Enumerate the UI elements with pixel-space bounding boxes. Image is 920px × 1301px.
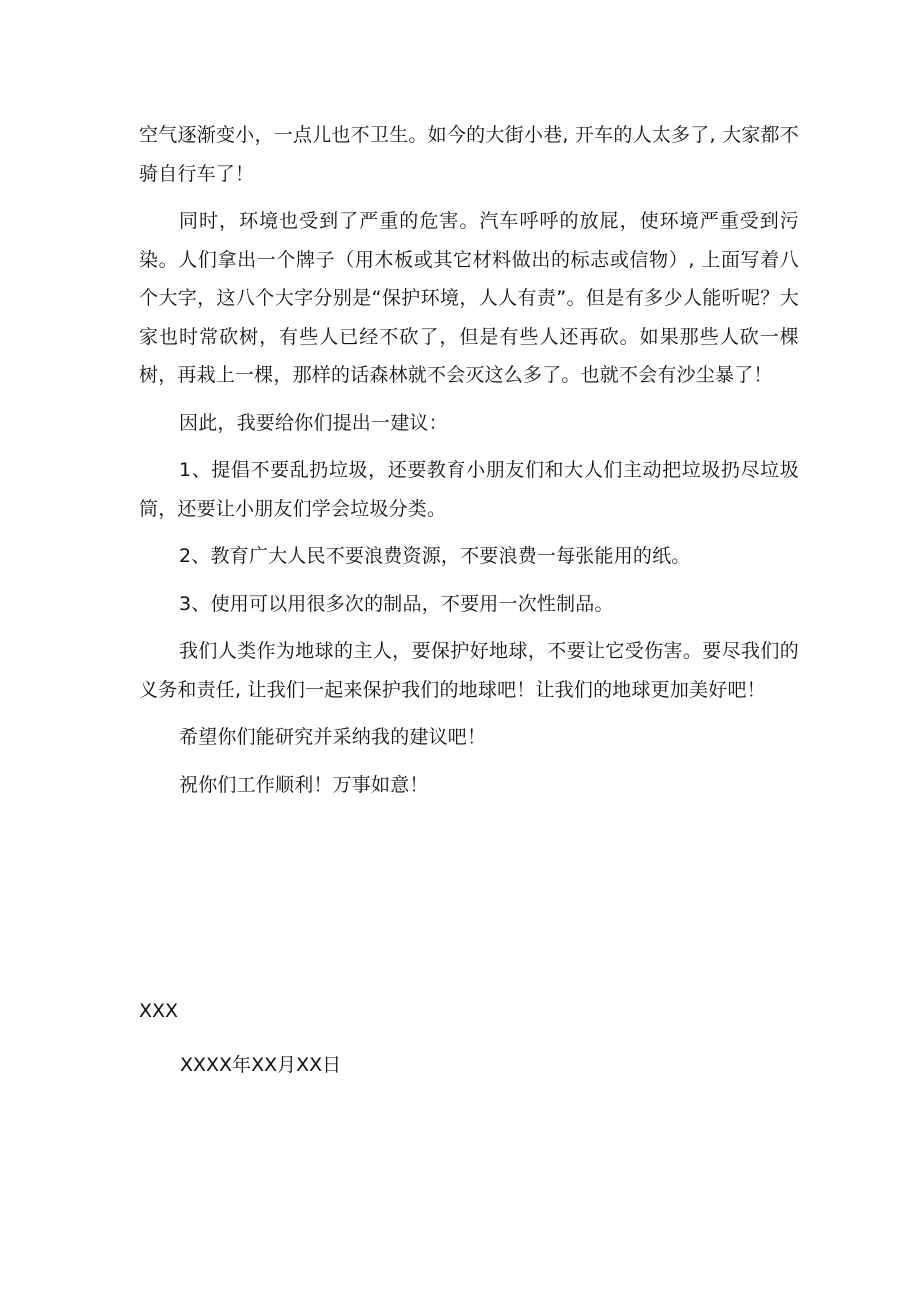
paragraph-2: 同时，环境也受到了严重的危害。汽车呼呼的放屁，使环境严重受到污染。人们拿出一个牌子（用木板或其它材料做出的标志或信物）, 上面写着八个大字，这八个大字分别是“保护环境，人人有责”。但是有多少人能听呢？大家也时常砍树，有些人已经不砍了，但是有些人还再砍。如果那些人砍一棵树，再栽上一棵，那样的话森林就不会灭这么多了。也就不会有沙尘暴了！: [139, 210, 799, 386]
list-item-3: 3、使用可以用很多次的制品，不要用一次性制品。: [179, 592, 614, 615]
signature: XXX: [139, 1000, 179, 1022]
date-line: XXXX年XX月XX日: [180, 1054, 342, 1076]
paragraph-wishes: 祝你们工作顺利！万事如意！: [179, 773, 429, 796]
paragraph-hope: 希望你们能研究并采纳我的建议吧！: [179, 726, 487, 748]
paragraph-closing: 我们人类作为地球的主人，要保护好地球，不要让它受伤害。要尽我们的义务和责任, 让我们一起来保护我们的地球吧！让我们的地球更加美好吧！: [139, 640, 799, 701]
paragraph-3: 因此，我要给你们提出一建议：: [179, 411, 448, 434]
letter-body: [139, 116, 799, 813]
paragraph-1: 空气逐渐变小，一点儿也不卫生。如今的大街小巷, 开车的人太多了, 大家都不骑自行车了！: [139, 124, 799, 185]
list-item-1: 1、提倡不要乱扔垃圾，还要教育小朋友们和大人们主动把垃圾扔尽垃圾筒，还要让小朋友们学会垃圾分类。: [139, 459, 799, 520]
list-item-2: 2、教育广大人民不要浪费资源，不要浪费一每张能用的纸。: [179, 545, 691, 567]
